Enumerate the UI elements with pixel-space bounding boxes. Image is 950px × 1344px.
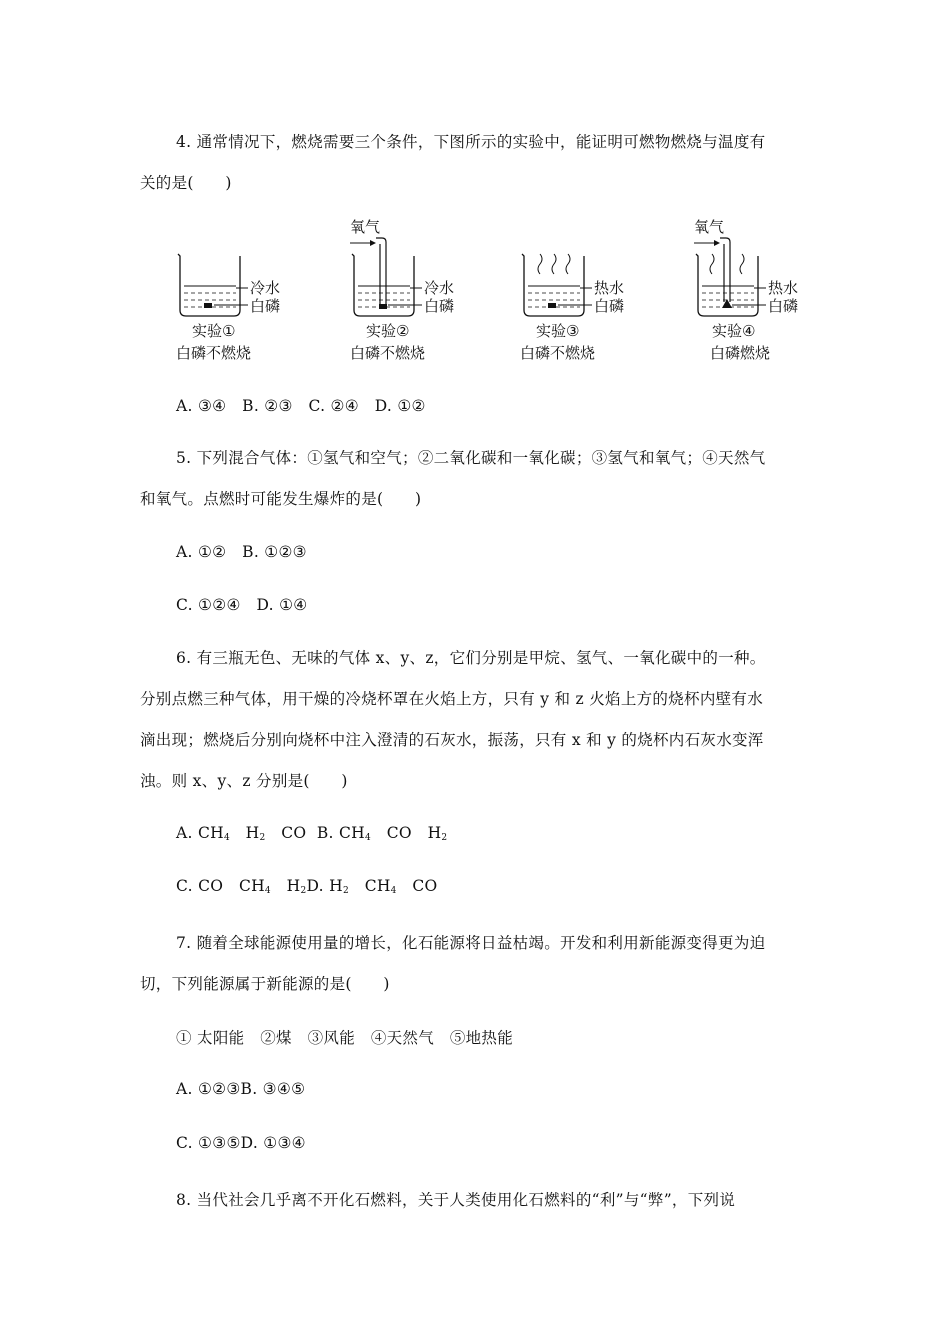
q7-stem-line1: 7. 随着全球能源使用量的增长，化石能源将日益枯竭。开发和利用新能源变得更为迫 (176, 934, 766, 952)
beaker-2 (350, 218, 454, 362)
q5-options-1: A. ①② B. ①②③ (176, 543, 307, 561)
q6-option-a-letter: A. (176, 824, 193, 842)
q6-options-2: C. CO $CH_4$ $H_2D$. $H_2$ $CH_4$ CO (176, 877, 438, 896)
q6-stem-line3: 滴出现；燃烧后分别向烧杯中注入澄清的石灰水，振荡，只有 x 和 y 的烧杯内石灰水变浑 (140, 731, 764, 749)
beaker-3-phos-label: 白磷 (594, 297, 625, 315)
q4-options: A. ③④ B. ②③ C. ②④ D. ①② (176, 397, 426, 415)
q6-options-1: A. $CH_4$ $H_2$ CO B. $CH_4$ CO $H_2$ (176, 824, 448, 843)
beaker-2-exp-label: 实验② (366, 322, 410, 340)
q5-stem-line2: 和氧气。点燃时可能发生爆炸的是( ) (140, 490, 422, 508)
q6-option-d-letter: D. (306, 877, 324, 895)
q7-options-2: C. ①③⑤D. ①③④ (176, 1134, 306, 1152)
q7-options-1: A. ①②③B. ③④⑤ (176, 1080, 306, 1098)
q6-stem-line2: 分别点燃三种气体，用干燥的冷烧杯罩在火焰上方，只有 y 和 z 火焰上方的烧杯内壁有水 (140, 690, 764, 708)
beaker-4-result-label: 白磷燃烧 (710, 344, 771, 362)
q8-stem-line1: 8. 当代社会几乎离不开化石燃料，关于人类使用化石燃料的“利”与“弊”，下列说 (176, 1191, 736, 1209)
beaker-3-result-label: 白磷不燃烧 (520, 344, 596, 362)
beaker-3 (520, 254, 624, 362)
beaker-2-phos-label: 白磷 (424, 297, 455, 315)
beaker-3-water-label: 热水 (594, 279, 625, 297)
beaker-1-exp-label: 实验① (192, 322, 236, 340)
beaker-4-exp-label: 实验④ (712, 322, 756, 340)
q6-stem-line4: 浊。则 x、y、z 分别是( ) (140, 772, 348, 790)
beaker-2-water-label: 冷水 (424, 279, 455, 297)
beaker-4-phos-label: 白磷 (768, 297, 799, 315)
q6-stem-line1: 6. 有三瓶无色、无味的气体 x、y、z，它们分别是甲烷、氢气、一氧化碳中的一种。 (176, 649, 766, 667)
beaker-2-result-label: 白磷不燃烧 (350, 344, 426, 362)
q6-option-c-letter: C. (176, 877, 193, 895)
q6-option-b-letter: B. (316, 824, 334, 842)
beaker-1-phos-label: 白磷 (250, 297, 281, 315)
beaker-1-water-label: 冷水 (250, 279, 281, 297)
beaker-3-exp-label: 实验③ (536, 322, 580, 340)
beaker-4-water-label: 热水 (768, 279, 799, 297)
q5-stem-line1: 5. 下列混合气体：①氢气和空气；②二氧化碳和一氧化碳；③氢气和氧气；④天然气 (176, 449, 766, 467)
q5-options-2: C. ①②④ D. ①④ (176, 596, 308, 614)
q4-stem-line2: 关的是( ) (140, 174, 232, 192)
beaker-1-result-label: 白磷不燃烧 (176, 344, 252, 362)
beaker-4-oxygen-label: 氧气 (694, 218, 725, 236)
beaker-4 (694, 218, 798, 362)
q7-stem-line2: 切，下列能源属于新能源的是( ) (140, 975, 390, 993)
q4-experiment-figure (170, 212, 820, 372)
beaker-2-oxygen-label: 氧气 (350, 218, 381, 236)
q7-items: ① 太阳能 ②煤 ③风能 ④天然气 ⑤地热能 (176, 1029, 514, 1047)
beaker-1 (176, 254, 280, 362)
q4-stem-line1: 4. 通常情况下，燃烧需要三个条件，下图所示的实验中，能证明可燃物燃烧与温度有 (176, 133, 766, 151)
